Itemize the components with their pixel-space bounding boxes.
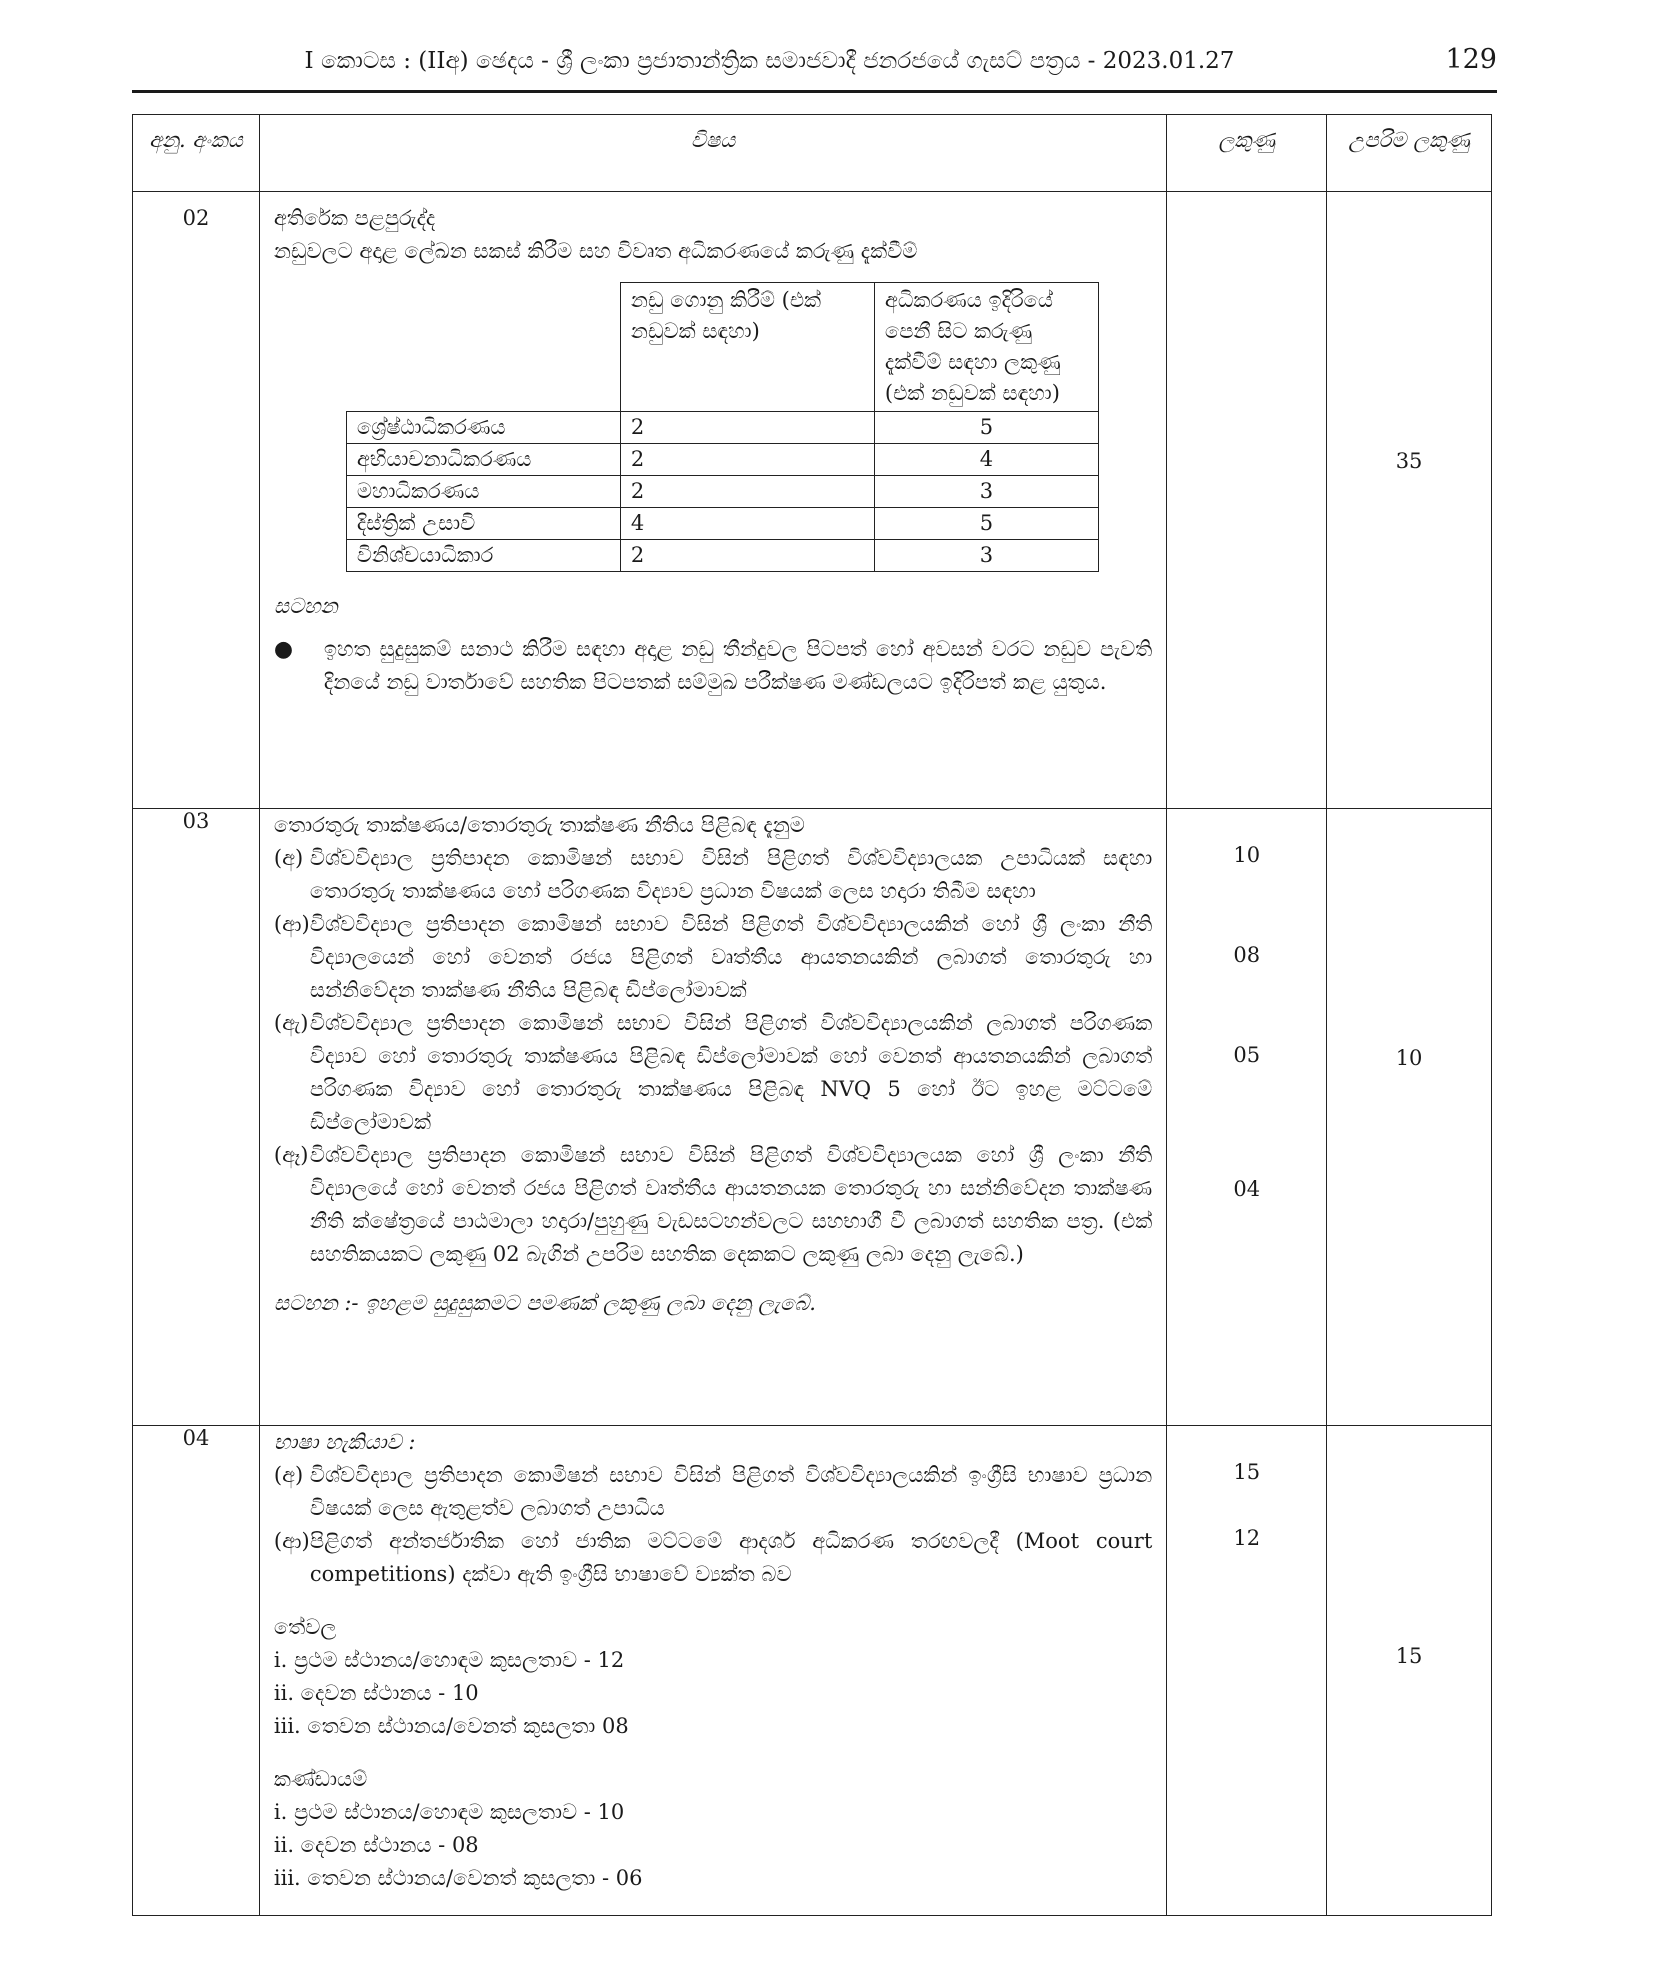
- court-table-header: [346, 283, 1098, 412]
- note-text: ඉහත සුදුසුකම් සනාථ කිරීම සඳහා අදාළ නඩු තීන්දුවල පිටපත් හෝ අවසන් වරට නඩුව පැවති දිනයේ නඩු වාර්තාවේ සහතික පිටපතක් සම්මුඛ පරීක්ෂණ මණ්ඩලයට ඉදිරිපත් කළ යුතුය.: [323, 637, 1153, 694]
- court-row: [346, 444, 1098, 476]
- row-marks: [1167, 1426, 1327, 1916]
- court-name: ශ්‍රේෂ්ඨාධිකරණය: [346, 412, 620, 444]
- court-col-filing: නඩු ගොනු කිරීම් (එක් නඩුවක් සඳහා): [620, 283, 874, 412]
- row-marks: [1167, 809, 1327, 1426]
- row-subject: [259, 1426, 1166, 1916]
- note-label: සටහන: [273, 594, 338, 618]
- item-marks: 15: [1233, 1460, 1261, 1484]
- court-filing-marks: 2: [620, 412, 874, 444]
- row-number: 02: [133, 192, 260, 809]
- item-marks: 12: [1233, 1526, 1261, 1550]
- court-col-appearance: අධිකරණය ඉදිරියේ පෙනී සිට කරුණු දැක්වීම් සඳහා ලකුණු (එක් නඩුවක් සඳහා): [874, 283, 1098, 412]
- court-row: [346, 508, 1098, 540]
- item-text: පිළිගත් අන්තර්ජාතික හෝ ජාතික මට්ටමේ ආදර්ශ අධිකරණ තරඟවලදී (Moot court competitions) දක්වා ඇති ඉංග්‍රීසි භාෂාවේ ව්‍යක්ත බව: [309, 1529, 1153, 1586]
- item-label: (ඇ): [273, 1011, 309, 1035]
- list-item: iii. තෙවන ස්ථානය/වෙනත් කුසලතා - 06: [273, 1866, 643, 1890]
- court-table-corner: [346, 283, 620, 412]
- individual-label: තේවල: [273, 1615, 337, 1639]
- page-header: [132, 44, 1497, 84]
- col-header-subject: විෂය: [259, 115, 1166, 192]
- row-subject: [259, 809, 1166, 1426]
- qualification-item: [274, 1525, 1152, 1591]
- court-appearance-marks: 5: [874, 508, 1098, 540]
- row-max-marks: 10: [1327, 809, 1492, 1426]
- item-label: (ආ): [273, 912, 310, 936]
- bullet-icon: ●: [273, 637, 294, 662]
- row-max-marks: 15: [1327, 1426, 1492, 1916]
- row-subject: [259, 192, 1166, 809]
- court-filing-marks: 2: [620, 476, 874, 508]
- item-label: (අ): [273, 846, 304, 870]
- court-filing-marks: 2: [620, 444, 874, 476]
- row-title: භාෂා හැකියාව :: [273, 1430, 416, 1454]
- qualification-item: [274, 908, 1152, 1007]
- item-marks: 08: [1233, 943, 1261, 967]
- gazette-title: I කොටස : (IIඅ) ඡෙදය - ශ්‍රී ලංකා ප්‍රජාතාන්ත්‍රික සමාජවාදී ජනරජයේ ගැසට් පත්‍රය - 2023.01.27: [304, 48, 1235, 74]
- item-label: (අ): [273, 1463, 304, 1487]
- court-table: [346, 282, 1099, 572]
- note-bullet: [274, 633, 1152, 699]
- col-header-no: අනු. අංකය: [133, 115, 260, 192]
- row-max-marks: 35: [1327, 192, 1492, 809]
- court-row: [346, 476, 1098, 508]
- court-name: අභියාචනාධිකරණය: [346, 444, 620, 476]
- item-text: විශ්වවිද්‍යාල ප්‍රතිපාදන කොමිෂන් සභාව විසින් පිළිගත් විශ්වවිද්‍යාලයක උපාධියක් සඳහා තොරතුරු තාක්ෂණය හෝ පරිගණක විද්‍යාව ප්‍රධාන විෂයක් ලෙස හදාරා තිබීම සඳහා: [309, 846, 1153, 903]
- court-row: [346, 412, 1098, 444]
- item-text: විශ්වවිද්‍යාල ප්‍රතිපාදන කොමිෂන් සභාව විසින් පිළිගත් විශ්වවිද්‍යාලයකින් ඉංග්‍රීසි භාෂාව ප්‍රධාන විෂයක් ලෙස ඇතුළත්ව ලබාගත් උපාධිය: [309, 1463, 1153, 1520]
- row-marks: [1167, 192, 1327, 809]
- qualification-item: [274, 842, 1152, 908]
- item-label: (ඈ): [273, 1143, 309, 1167]
- court-filing-marks: 4: [620, 508, 874, 540]
- col-header-marks: ලකුණු: [1167, 115, 1327, 192]
- qualification-item: [274, 1459, 1152, 1525]
- row-title: අතිරේක පළපුරුද්ද: [273, 206, 436, 230]
- item-text: විශ්වවිද්‍යාල ප්‍රතිපාදන කොමිෂන් සභාව විසින් පිළිගත් විශ්වවිද්‍යාලයකින් හෝ ශ්‍රී ලංකා නීති විද්‍යාලයෙන් හෝ වෙනත් රජය පිළිගත් වෘත්තීය ආයතනයකින් ලබාගත් තොරතුරු හා සන්නිවේදන තාක්ෂණ නීතිය පිළිබඳ ඩිප්ලෝමාවක්: [309, 912, 1153, 1002]
- item-text: විශ්වවිද්‍යාල ප්‍රතිපාදන කොමිෂන් සභාව විසින් පිළිගත් විශ්වවිද්‍යාලයකින් ලබාගත් පරිගණක විද්‍යාව හෝ තොරතුරු තාක්ෂණය පිළිබඳ ඩිප්ලෝමාවක් හෝ වෙනත් ආයතනයකින් ලබාගත් පරිගණක විද්‍යාව හෝ තොරතුරු තාක්ෂණය පිළිබඳ NVQ 5 හෝ ඊට ඉහළ මට්ටමේ ඩිප්ලෝමාවක්: [309, 1011, 1153, 1134]
- list-item: i. ප්‍රථම ස්ථානය/හොඳම කුසලතාව - 10: [273, 1800, 625, 1824]
- qualification-item: [274, 1139, 1152, 1271]
- col-header-max: උපරිම ලකුණු: [1327, 115, 1492, 192]
- header-rule: [132, 90, 1497, 93]
- table-row: [133, 1426, 1492, 1916]
- table-row: [133, 809, 1492, 1426]
- row-title: තොරතුරු තාක්ෂණය/තොරතුරු තාක්ෂණ නීතිය පිළිබඳ දැනුම: [273, 813, 805, 837]
- court-filing-marks: 2: [620, 540, 874, 572]
- court-name: දිස්ත්‍රික් උසාවි: [346, 508, 620, 540]
- court-appearance-marks: 3: [874, 540, 1098, 572]
- court-name: මහාධිකරණය: [346, 476, 620, 508]
- list-item: ii. දෙවන ස්ථානය - 08: [273, 1833, 479, 1857]
- item-text: විශ්වවිද්‍යාල ප්‍රතිපාදන කොමිෂන් සභාව විසින් පිළිගත් විශ්වවිද්‍යාලයක හෝ ශ්‍රී ලංකා නීති විද්‍යාලයේ හෝ වෙනත් රජය පිළිගත් වෘත්තීය ආයතනයක තොරතුරු හා සන්නිවේදන තාක්ෂණ නීති ක්ෂේත්‍රයේ පාඨමාලා හදාරා/පුහුණු වැඩසටහන්වලට සහභාගී වී ලබාගත් සහතික පත්‍ර. (එක් සහතිකයකට ලකුණු 02 බැගින් උපරිම සහතික දෙකකට ලකුණු ලබා දෙනු ලැබේ.): [309, 1143, 1153, 1266]
- table-row: [133, 192, 1492, 809]
- page-number: 129: [1445, 44, 1497, 75]
- marks-table: [132, 114, 1492, 1916]
- qualification-item: [274, 1007, 1152, 1139]
- list-item: iii. තෙවන ස්ථානය/වෙනත් කුසලතා 08: [273, 1714, 629, 1738]
- table-header-row: [133, 115, 1492, 192]
- list-item: i. ප්‍රථම ස්ථානය/හොඳම කුසලතාව - 12: [273, 1648, 625, 1672]
- note-text: සටහන :- ඉහළම සුදුසුකමට පමණක් ලකුණු ලබා දෙනු ලැබේ.: [273, 1291, 816, 1315]
- item-marks: 05: [1233, 1043, 1261, 1067]
- court-name: විනිශ්චයාධිකාර: [346, 540, 620, 572]
- court-appearance-marks: 3: [874, 476, 1098, 508]
- item-label: (ආ): [273, 1529, 310, 1553]
- row-number: 04: [133, 1426, 260, 1916]
- item-marks: 04: [1233, 1177, 1261, 1201]
- item-marks: 10: [1233, 843, 1261, 867]
- row-subtitle: නඩුවලට අදාළ ලේඛන සකස් කිරීම සහ විවෘත අධිකරණයේ කරුණු දැක්වීම්: [273, 239, 918, 263]
- court-appearance-marks: 4: [874, 444, 1098, 476]
- court-appearance-marks: 5: [874, 412, 1098, 444]
- row-number: 03: [133, 809, 260, 1426]
- group-label: කණ්ඩායම්: [273, 1767, 368, 1791]
- list-item: ii. දෙවන ස්ථානය - 10: [273, 1681, 479, 1705]
- court-row: [346, 540, 1098, 572]
